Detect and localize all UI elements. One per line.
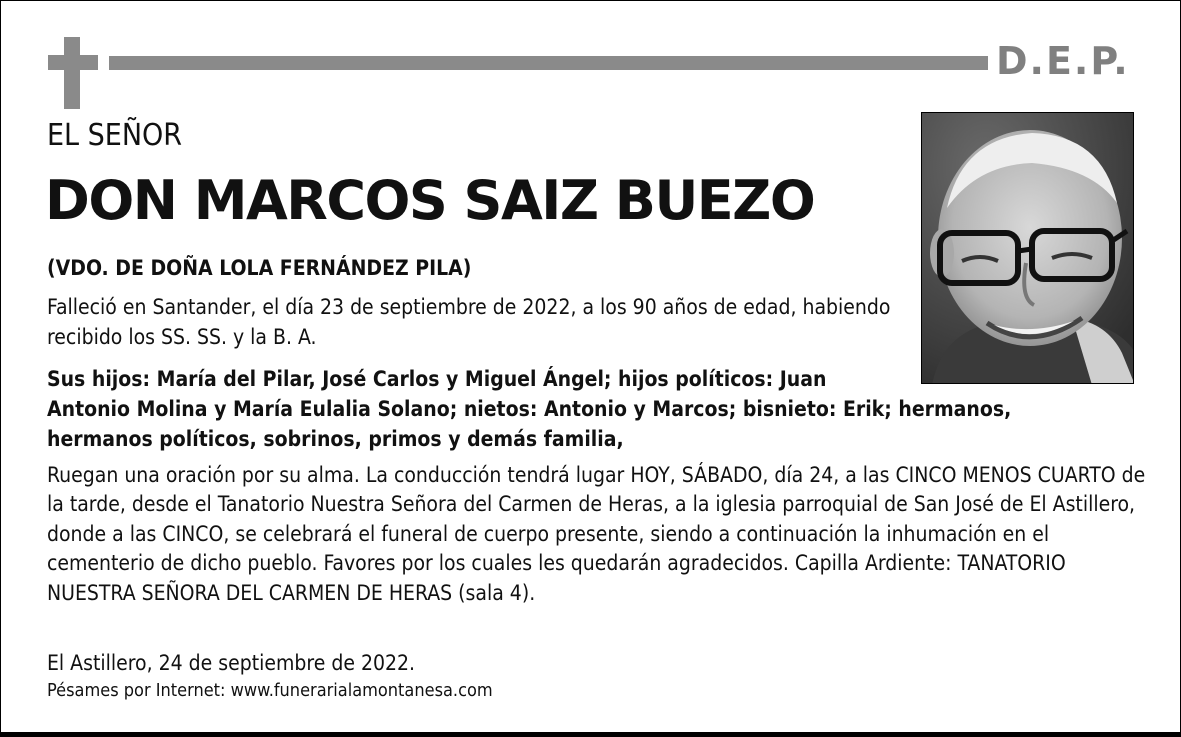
title-prefix: EL SEÑOR bbox=[47, 118, 183, 153]
bottom-border bbox=[0, 732, 1181, 737]
condolences-web: Pésames por Internet: www.funerarialamontanesa.com bbox=[47, 680, 493, 701]
cross-icon bbox=[48, 37, 98, 109]
family-line-1: Sus hijos: María del Pilar, José Carlos y Miguel Ángel; hijos políticos: Juan bbox=[47, 367, 827, 391]
header-rule bbox=[109, 56, 988, 70]
place-and-date: El Astillero, 24 de septiembre de 2022. bbox=[47, 651, 416, 675]
family-list bbox=[47, 364, 1067, 454]
death-notice: Falleció en Santander, el día 23 de septiembre de 2022, a los 90 años de edad, habiendo recibido los SS. SS. y la B. A. bbox=[47, 295, 891, 349]
family-line-2: Antonio Molina y María Eulalia Solano; nietos: Antonio y Marcos; bisnieto: Erik; hermanos, hermanos políticos, sobrinos, primos y demás familia, bbox=[47, 397, 1012, 451]
service-details: Ruegan una oración por su alma. La conducción tendrá lugar HOY, SÁBADO, día 24, a las CINCO MENOS CUARTO de la tarde, desde el Tanatorio Nuestra Señora del Carmen de Heras, a la iglesia parroquial de San José de El Astillero, donde a las CINCO, se celebrará el funeral de cuerpo presente, siendo a continuación la inhumación en el cementerio de dicho pueblo. Favores por los cuales les quedarán agradecidos. Capilla Ardiente: TANATORIO NUESTRA SEÑORA DEL CARMEN DE HERAS (sala 4). bbox=[47, 463, 1146, 605]
deceased-name: DON MARCOS SAIZ BUEZO bbox=[45, 169, 815, 232]
portrait-photo bbox=[921, 112, 1134, 384]
widower-of: (VDO. DE DOÑA LOLA FERNÁNDEZ PILA) bbox=[47, 256, 472, 280]
dep-label: D.E.P. bbox=[996, 39, 1130, 83]
